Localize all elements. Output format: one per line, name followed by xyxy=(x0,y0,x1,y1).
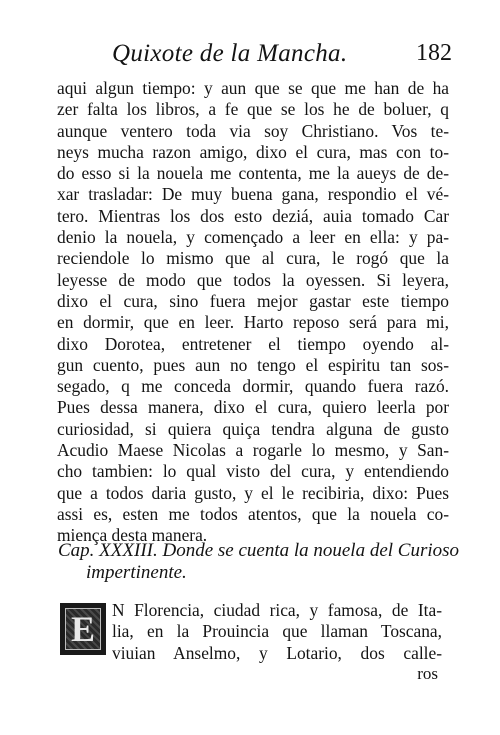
chapter-opening-text xyxy=(112,600,442,664)
text-line: que a todos daria gusto, y el le recibiria, dixo: Pues xyxy=(57,482,449,503)
text-line: do esso si la nouela me contenta, me la aueys de de- xyxy=(57,163,449,184)
text-line: Pues dessa manera, dixo el cura, quiero leerla por xyxy=(57,397,449,418)
text-line: aunque ventero toda via soy Christiano. Vos te- xyxy=(57,120,449,141)
text-line: reciendole lo mismo que al cura, le rogó que la xyxy=(57,248,449,269)
text-line: lia, en la Prouincia que llaman Toscana, xyxy=(112,621,442,642)
text-line: xar trasladar: De muy buena gana, respondio el vé- xyxy=(57,184,449,205)
text-line: assi es, esten me todos atentos, que la nouela co- xyxy=(57,503,449,524)
text-line: Acudio Maese Nicolas a rogarle lo mesmo, y San- xyxy=(57,440,449,461)
catchword: ros xyxy=(417,664,438,683)
text-line: segado, q me conceda dormir, quando fuera razó. xyxy=(57,376,449,397)
text-line: dixo Dorotea, entretener el tiempo oyendo al- xyxy=(57,333,449,354)
text-line: miença desta manera. xyxy=(57,525,208,546)
text-line: denio la nouela, y començado a leer en ella: y pa- xyxy=(57,227,449,248)
decorated-initial xyxy=(60,603,106,655)
text-line: neys mucha razon amigo, dixo el cura, mas con to- xyxy=(57,141,449,162)
running-head xyxy=(112,40,452,74)
body-text xyxy=(57,78,449,547)
running-head-title: Quixote de la Mancha. xyxy=(112,40,348,67)
chapter-heading-line: impertinente. xyxy=(86,562,187,583)
chapter-heading xyxy=(58,540,460,584)
text-line: N Florencia, ciudad rica, y famosa, de Ita- xyxy=(112,600,442,620)
text-line: aqui algun tiempo: y aun que se que me han de ha xyxy=(57,78,449,98)
text-line: zer falta los libros, a fe que se los he de boluer, q xyxy=(57,99,449,120)
text-line: cho tambien: lo qual visto del cura, y entendiendo xyxy=(57,461,449,482)
text-line: leyesse de modo que todos la oyessen. Si leyera, xyxy=(57,269,449,290)
page-number: 182 xyxy=(416,40,452,66)
text-line: viuian Anselmo, y Lotario, dos calle- xyxy=(112,642,442,663)
text-line: en dormir, que en leer. Harto reposo será para mi, xyxy=(57,312,449,333)
text-line: dixo el cura, sino fuera mejor gastar este tiempo xyxy=(57,290,449,311)
chapter-heading-line: Cap. XXXIII. Donde se cuenta la nouela del Curioso xyxy=(58,540,460,561)
text-line: gun cuento, pues aun no tengo el espiritu tan sos- xyxy=(57,354,449,375)
text-line: curiosidad, si quiera quiça tendra alguna de gusto xyxy=(57,418,449,439)
initial-letter: E xyxy=(70,609,95,649)
text-line: tero. Mientras los dos esto deziá, auia tomado Car xyxy=(57,205,449,226)
